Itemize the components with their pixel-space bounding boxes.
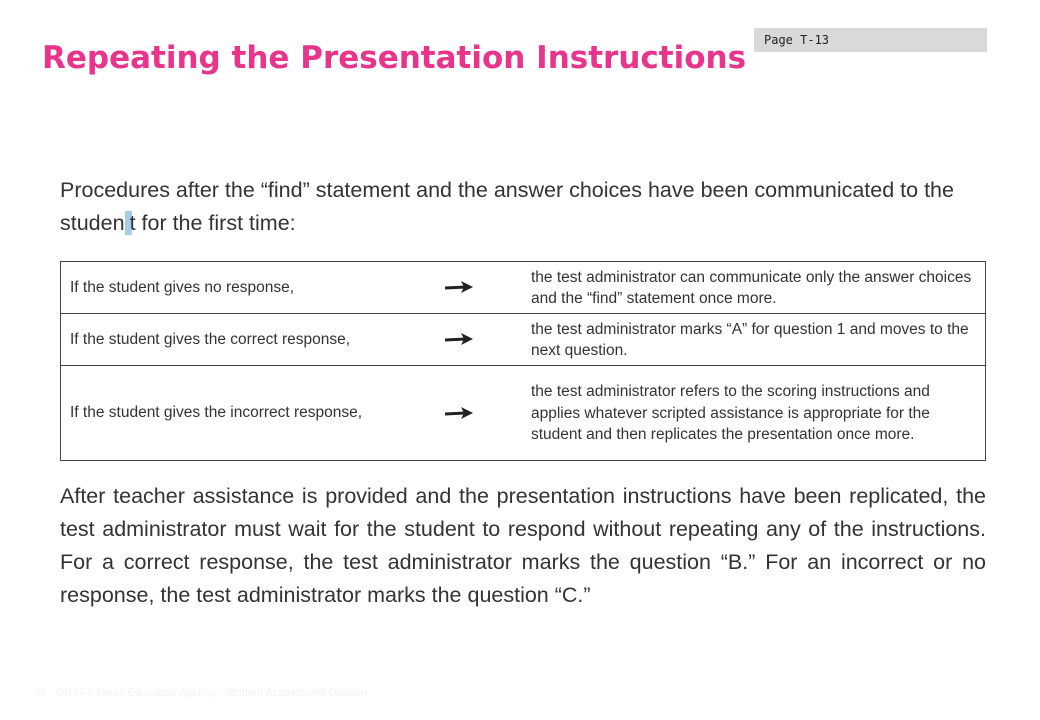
right-arrow-icon <box>444 280 474 294</box>
table-row <box>61 314 986 366</box>
footer-text: DRAFT Texas Education Agency - Student Assessment Division <box>56 687 368 699</box>
slide-title: Repeating the Presentation Instructions <box>42 40 747 76</box>
action-cell: the test administrator refers to the scoring instructions and applies whatever scripted assistance is appropriate for the student and then replicates the presentation once more. <box>525 366 986 461</box>
right-arrow-icon <box>444 406 474 420</box>
footer <box>34 687 377 699</box>
page-label: Page T-13 <box>754 28 987 52</box>
condition-cell: If the student gives the incorrect response, <box>61 366 445 461</box>
footer-page-number: 40 <box>34 687 47 699</box>
arrow-cell <box>444 314 525 366</box>
intro-text-end: t for the first time: <box>129 211 296 235</box>
table-row <box>61 366 986 461</box>
intro-text-start: Procedures after the “find” statement and the answer choices have been communicated to the studen <box>60 178 954 235</box>
closing-paragraph: After teacher assistance is provided and the presentation instructions have been replicated, the test administrator must wait for the student to respond without repeating any of the instructions. For a correct response, the test administrator marks the question “B.” For an incorrect or no response, the test administrator marks the question “C.” <box>60 484 986 607</box>
action-cell: the test administrator marks “A” for question 1 and moves to the next question. <box>525 314 986 366</box>
table-row <box>61 262 986 314</box>
condition-cell: If the student gives the correct response, <box>61 314 445 366</box>
right-arrow-icon <box>444 332 474 346</box>
action-cell: the test administrator can communicate only the answer choices and the “find” statement once more. <box>525 262 986 314</box>
condition-cell: If the student gives no response, <box>61 262 445 314</box>
procedures-table <box>60 261 986 461</box>
arrow-cell <box>444 262 525 314</box>
arrow-cell <box>444 366 525 461</box>
intro-paragraph <box>60 174 990 240</box>
